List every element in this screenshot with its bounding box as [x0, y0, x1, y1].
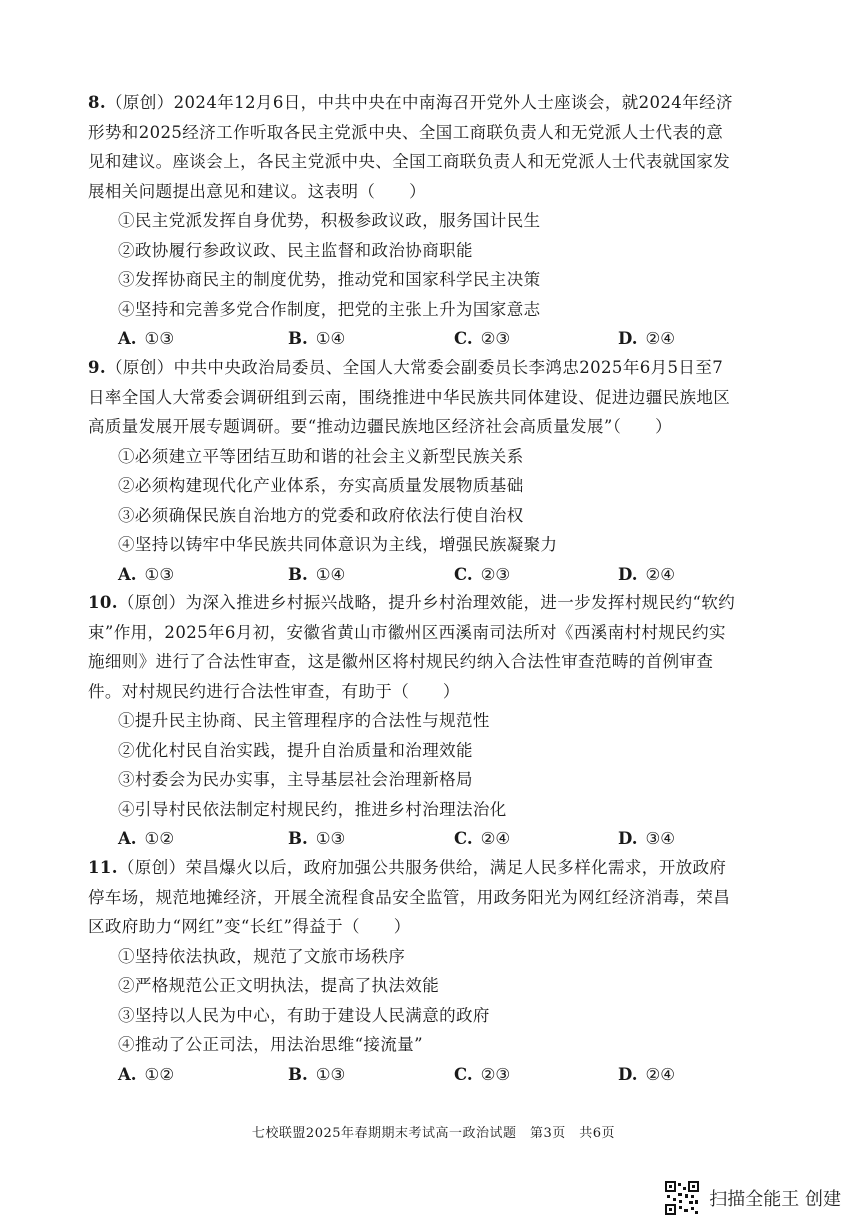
statement-4: ④坚持以铸牢中华民族共同体意识为主线，增强民族凝聚力	[118, 535, 558, 554]
choice-b: B. ①④	[288, 564, 346, 584]
question-10	[88, 588, 738, 854]
statement-4: ④推动了公正司法，用法治思维“接流量”	[118, 1035, 423, 1054]
question-number: 10.	[88, 593, 118, 612]
choice-d: D. ②④	[618, 329, 676, 348]
statement-2: ②严格规范公正文明执法，提高了执法效能	[118, 976, 440, 995]
question-stem	[88, 588, 738, 706]
question-9	[88, 353, 738, 589]
choice-c: C. ②③	[454, 564, 511, 584]
statement-2: ②必须构建现代化产业体系，夯实高质量发展物质基础	[118, 476, 524, 495]
question-stem	[88, 853, 738, 942]
choice-row	[88, 560, 738, 590]
statement-4: ④引导村民依法制定村规民约，推进乡村治理法治化	[118, 799, 507, 819]
question-text: （原创）2024年12月6日，中共中央在中南海召开党外人士座谈会，就2024年经济形势和2025经济工作听取各民主党派中央、全国工商联负责人和无党派人士代表的意见和建议。座谈会上，各民主党派中央、全国工商联负责人和无党派人士代表就国家发展相关问题提出意见和建议。这表明（ ）	[88, 93, 733, 201]
statement-3: ③村委会为民办实事，主导基层社会治理新格局	[118, 770, 473, 789]
question-text: （原创）荣昌爆火以后，政府加强公共服务供给，满足人民多样化需求，开放政府停车场，规范地摊经济，开展全流程食品安全监管，用政务阳光为网红经济消毒，荣昌区政府助力“网红”变“长红”得益于（ ）	[88, 858, 731, 936]
watermark-text: 扫描全能王 创建	[709, 1189, 841, 1210]
statement-3: ③必须确保民族自治地方的党委和政府依法行使自治权	[118, 505, 524, 525]
page-footer: 七校联盟2025年春期期末考试高一政治试题 第3页 共6页	[251, 1126, 616, 1141]
statement-2: ②政协履行参政议政、民主监督和政治协商职能	[118, 240, 473, 260]
choice-b: B. ①③	[288, 829, 346, 848]
choice-c: C. ②③	[454, 329, 511, 348]
choice-row	[88, 1060, 738, 1090]
statement-4: ④坚持和完善多党合作制度，把党的主张上升为国家意志	[118, 299, 541, 319]
question-stem	[88, 353, 738, 442]
question-stem	[88, 88, 738, 206]
question-text: （原创）中共中央政治局委员、全国人大常委会副委员长李鸿忠2025年6月5日至7日率全国人大常委会调研组到云南，围绕推进中华民族共同体建设、促进边疆民族地区高质量发展开展专题调研。要“推动边疆民族地区经济社会高质量发展”（ ）	[88, 358, 731, 436]
choice-a: A. ①③	[118, 329, 175, 348]
statement-3: ③坚持以人民为中心，有助于建设人民满意的政府	[118, 1005, 490, 1025]
scanner-watermark	[665, 1181, 841, 1215]
question-number: 9.	[88, 358, 107, 377]
choice-row	[88, 824, 738, 854]
statement-1: ①提升民主协商、民主管理程序的合法性与规范性	[118, 711, 490, 730]
choice-a: A. ①②	[118, 1064, 175, 1084]
question-number: 8.	[88, 93, 107, 112]
choice-d: D. ②④	[618, 564, 676, 584]
statement-1: ①必须建立平等团结互助和谐的社会主义新型民族关系	[118, 446, 524, 466]
choice-b: B. ①④	[288, 329, 346, 348]
choice-d: D. ③④	[618, 829, 676, 848]
choice-d: D. ②④	[618, 1064, 676, 1084]
choice-c: C. ②③	[454, 1064, 511, 1084]
choice-row	[88, 324, 738, 354]
statement-1: ①坚持依法执政，规范了文旅市场秩序	[118, 946, 406, 966]
choice-c: C. ②④	[454, 829, 511, 848]
statement-2: ②优化村民自治实践，提升自治质量和治理效能	[118, 740, 473, 760]
question-text: （原创）为深入推进乡村振兴战略，提升乡村治理效能，进一步发挥村规民约“软约束”作用，2025年6月初，安徽省黄山市徽州区西溪南司法所对《西溪南村村规民约实施细则》进行了合法性审查，这是徽州区将村规民约纳入合法性审查范畴的首例审查件。对村规民约进行合法性审查，有助于（ ）	[88, 593, 736, 701]
question-11	[88, 853, 738, 1089]
qr-code-icon	[665, 1181, 699, 1215]
choice-a: A. ①③	[118, 564, 175, 584]
choice-b: B. ①③	[288, 1064, 346, 1084]
question-number: 11.	[88, 858, 118, 877]
choice-a: A. ①②	[118, 829, 175, 848]
question-8	[88, 88, 738, 354]
statement-3: ③发挥协商民主的制度优势，推动党和国家科学民主决策	[118, 270, 541, 289]
statement-1: ①民主党派发挥自身优势，积极参政议政，服务国计民生	[118, 211, 541, 230]
